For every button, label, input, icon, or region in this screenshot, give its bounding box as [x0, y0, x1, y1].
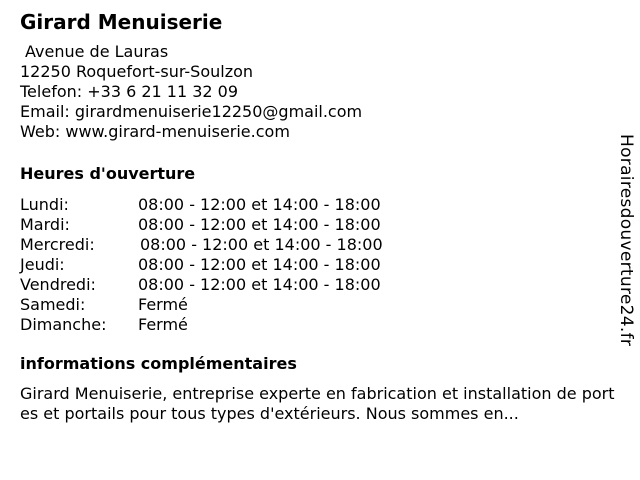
hours-row-tuesday: [20, 215, 383, 235]
hours-value: 08:00 - 12:00 et 14:00 - 18:00: [138, 255, 381, 274]
opening-hours-heading: Heures d'ouverture: [20, 164, 196, 183]
hours-row-saturday: [20, 295, 383, 315]
additional-info-heading: informations complémentaires: [20, 354, 297, 373]
business-name: Girard Menuiserie: [20, 10, 223, 34]
opening-hours-table: [20, 195, 383, 335]
hours-value: Fermé: [138, 315, 188, 334]
day-label: Mardi:: [20, 215, 70, 234]
day-label: Vendredi:: [20, 275, 96, 294]
business-card: [20, 10, 620, 423]
hours-row-wednesday: [20, 235, 383, 255]
day-label: Samedi:: [20, 295, 86, 314]
phone-number: Telefon: +33 6 21 11 32 09: [20, 82, 239, 101]
hours-row-thursday: [20, 255, 383, 275]
hours-row-monday: [20, 195, 383, 215]
site-watermark: Horairesdouverture24.fr: [616, 134, 636, 347]
hours-value: 08:00 - 12:00 et 14:00 - 18:00: [138, 275, 381, 294]
day-label: Lundi:: [20, 195, 69, 214]
hours-row-friday: [20, 275, 383, 295]
hours-value: 08:00 - 12:00 et 14:00 - 18:00: [138, 215, 381, 234]
hours-value: 08:00 - 12:00 et 14:00 - 18:00: [140, 235, 383, 254]
hours-value: Fermé: [138, 295, 188, 314]
address-city: 12250 Roquefort-sur-Soulzon: [20, 62, 254, 81]
day-label: Jeudi:: [20, 255, 65, 274]
additional-info-text: Girard Menuiserie, entreprise experte en fabrication et installation de portes et portails pour tous types d'extérieurs. Nous sommes en...: [20, 384, 615, 423]
email-address: Email: girardmenuiserie12250@gmail.com: [20, 102, 363, 121]
address-street: Avenue de Lauras: [25, 42, 169, 61]
day-label: Dimanche:: [20, 315, 107, 334]
hours-value: 08:00 - 12:00 et 14:00 - 18:00: [138, 195, 381, 214]
day-label: Mercredi:: [20, 235, 95, 254]
hours-row-sunday: [20, 315, 383, 335]
website-address: Web: www.girard-menuiserie.com: [20, 122, 290, 141]
